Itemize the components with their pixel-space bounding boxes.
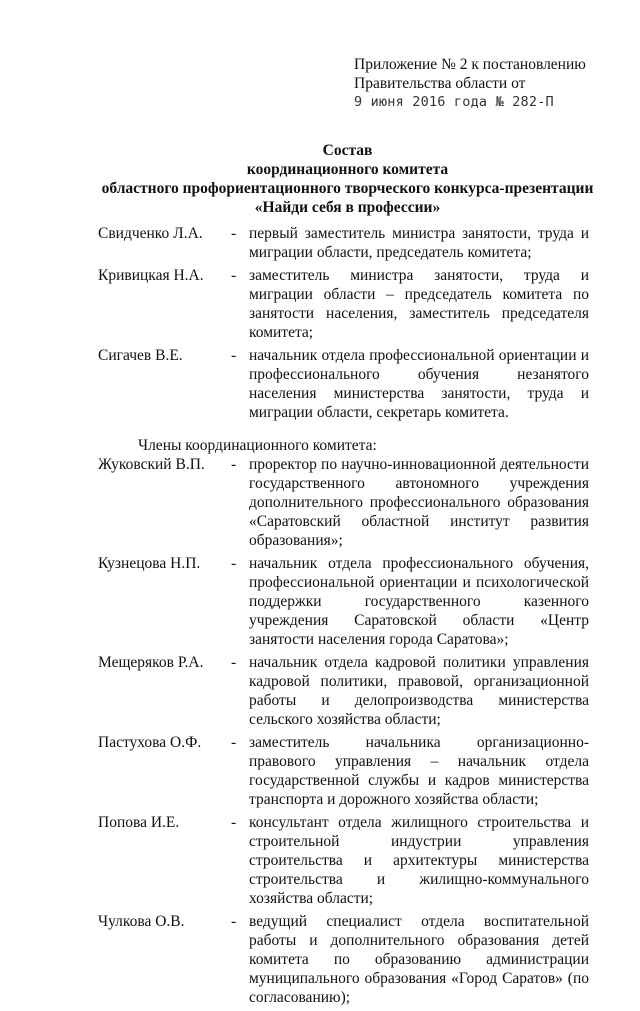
member-entry: [98, 554, 598, 649]
entry-name: Кривицкая Н.А.: [98, 267, 204, 284]
entry-name: Чулкова О.В.: [98, 913, 185, 930]
entry-name: Жуковский В.П.: [98, 456, 205, 473]
entry-name: Пастухова О.Ф.: [98, 734, 202, 751]
entry-name: Кузнецова Н.П.: [98, 555, 201, 572]
entry-description: начальник отдела профессиональной ориентации и профессионального обучения незанятого населения министерства занятости, труда и миграции области, секретарь комитета.: [249, 347, 589, 421]
attachment-line-1: Приложение № 2 к постановлению: [354, 56, 586, 73]
entry-dash: -: [231, 814, 237, 831]
entry-dash: -: [231, 555, 237, 572]
entry-dash: -: [231, 913, 237, 930]
member-entry: [98, 912, 598, 1007]
entry-description: проректор по научно-инновационной деятельности государственного автономного учреждения дополнительного профессионального образования «Саратовский областной институт развития образования»;: [249, 456, 589, 549]
entry-description: ведущий специалист отдела воспитательной работы и дополнительного образования детей комитета по образованию администрации муниципального образования «Город Саратов» (по согласованию);: [249, 913, 589, 1006]
entry-name: Мещеряков Р.А.: [98, 654, 204, 671]
attachment-line-2: Правительства области от: [354, 75, 526, 92]
title-line-2: координационного комитета: [246, 161, 449, 178]
entry-dash: -: [231, 267, 237, 284]
entry-description: заместитель начальника организационно-правового управления – начальник отдела государственной службы и кадров министерства транспорта и дорожного хозяйства области;: [249, 734, 589, 808]
attachment-date-stamp: 9 июня 2016 года № 282-П: [354, 94, 554, 110]
committee-entry: [98, 224, 598, 262]
committee-entry: [98, 266, 598, 342]
entry-dash: -: [231, 347, 237, 364]
members-header: Члены координационного комитета:: [138, 437, 377, 454]
entry-description: заместитель министра занятости, труда и миграции области – председатель комитета по занятости населения, заместитель председателя комитета;: [249, 267, 589, 341]
member-entry: [98, 813, 598, 908]
entry-description: консультант отдела жилищного строительства и строительной индустрии управления строительства и архитектуры министерства строительства и жилищно-коммунального хозяйства области;: [249, 814, 589, 907]
committee-entry: [98, 346, 598, 422]
entry-dash: -: [231, 225, 237, 242]
member-entry: [98, 733, 598, 809]
title-line-3: областного профориентационного творческого конкурса-презентации: [101, 180, 594, 197]
entry-dash: -: [231, 734, 237, 751]
entry-name: Сигачев В.Е.: [98, 347, 183, 364]
title-line-4: «Найди себя в профессии»: [254, 199, 441, 216]
member-entry: [98, 455, 598, 550]
entry-name: Попова И.Е.: [98, 814, 180, 831]
committee-list: [98, 224, 598, 1011]
entry-description: начальник отдела кадровой политики управления кадровой политики, правовой, организационной работы и делопроизводства министерства сельского хозяйства области;: [249, 654, 589, 728]
entry-description: первый заместитель министра занятости, труда и миграции области, председатель комитета;: [249, 225, 589, 261]
attachment-note: [354, 55, 614, 112]
document-title: [60, 141, 635, 217]
member-entry: [98, 653, 598, 729]
title-line-1: Состав: [322, 142, 373, 159]
entry-name: Свидченко Л.А.: [98, 225, 203, 242]
entry-dash: -: [231, 456, 237, 473]
entry-dash: -: [231, 654, 237, 671]
entry-description: начальник отдела профессионального обучения, профессиональной ориентации и психологической поддержки государственного казенного учреждения Саратовской области «Центр занятости населения города Саратова»;: [249, 555, 589, 648]
